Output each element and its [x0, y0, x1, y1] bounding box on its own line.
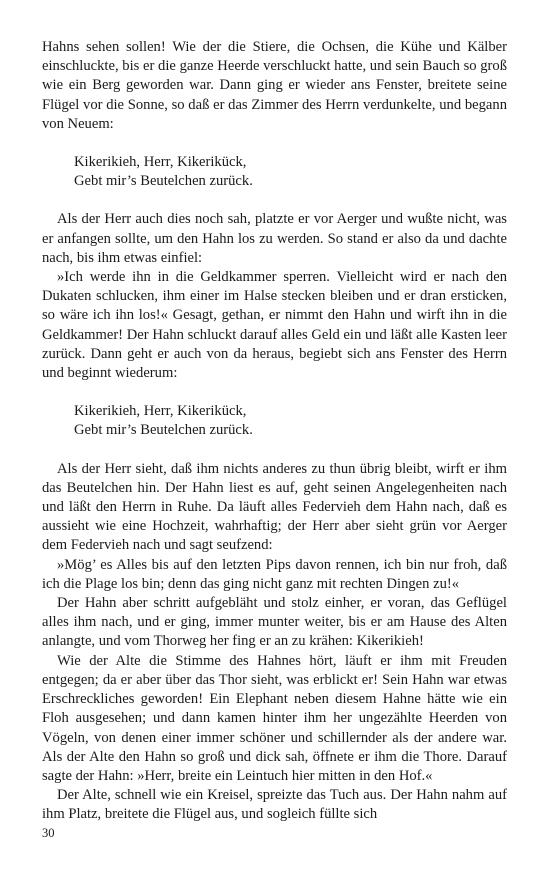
- paragraph: »Mög’ es Alles bis auf den letzten Pips davon rennen, ich bin nur froh, daß ich die Plage los bin; denn das ging nicht ganz mit rechten Dingen zu!«: [42, 556, 507, 592]
- verse-line: Kikerikieh, Herr, Kikerikück,: [74, 403, 247, 420]
- page-number: 30: [42, 826, 55, 840]
- paragraph: Als der Herr auch dies noch sah, platzte er vor Aerger und wußte nicht, was er anfangen sollte, um den Hahn los zu werden. So stand er also da und dachte nach, bis ihm etwas einfiel:: [42, 211, 507, 266]
- verse-block: [74, 402, 507, 440]
- paragraph: Als der Herr sieht, daß ihm nichts anderes zu thun übrig bleibt, wirft er ihm das Beutelchen hin. Der Hahn liest es auf, geht seinen Angelegenheiten nach und läßt den Herrn in Ruhe. Da läuft alles Federvieh dem Hahn nach, daß es aussieht wie eine Hochzeit, wahrhaftig; der Herr aber sieht grün vor Aerger dem Federvieh nach und sagt seufzend:: [42, 460, 507, 554]
- paragraph: Der Hahn aber schritt aufgebläht und stolz einher, er voran, das Geflügel alles ihm nach, und er ging, immer munter weiter, bis er am Hause des Alten anlangte, und vom Thorweg her fing er an zu krähen: Kikerikieh!: [42, 595, 507, 650]
- verse-line: Gebt mir’s Beutelchen zurück.: [74, 173, 253, 190]
- paragraph: Hahns sehen sollen! Wie der die Stiere, die Ochsen, die Kühe und Kälber einschluckte, bis er die ganze Heerde verschluckt hatte, und sein Bauch so groß wie ein Berg geworden war. Dann ging er wieder ans Fenster, breitete seine Flügel vor die Sonne, so daß er das Zimmer des Herrn verdunkelte, und begann von Neuem:: [42, 39, 507, 132]
- paragraph: Wie der Alte die Stimme des Hahnes hört, läuft er ihm mit Freuden entgegen; da er aber über das Thor sieht, was erblickt er! Sein Hahn war etwas Erschreckliches geworden! Ein Elephant neben diesem Hahne hätte wie ein Floh ausgesehen; und dann kamen hinter ihm her ungezählte Heerden von Vögeln, von denen einer immer schöner und schillernder als der andere war. Als der Alte den Hahn so groß und dick sah, öffnete er ihm die Thore. Darauf sagte der Hahn: »Herr, breite ein Leintuch hier mitten in den Hof.«: [42, 652, 507, 784]
- page-body: [42, 38, 507, 825]
- paragraph: »Ich werde ihn in die Geldkammer sperren. Vielleicht wird er nach den Dukaten schlucken, ihm einer im Halse stecken bleiben und er dran ersticken, so wäre ich ihn los!« Gesagt, gethan, er nimmt den Hahn und wirft ihn in die Geldkammer! Der Hahn schluckt darauf alles Geld ein und läßt alle Kasten leer zurück. Dann geht er auch von da heraus, begiebt sich ans Fenster des Herrn und beginnt wiederum:: [42, 269, 507, 382]
- paragraph: Der Alte, schnell wie ein Kreisel, spreizte das Tuch aus. Der Hahn nahm auf ihm Platz, breitete die Flügel aus, und sogleich füllte sich: [42, 787, 507, 823]
- verse-block: [74, 153, 507, 191]
- verse-line: Kikerikieh, Herr, Kikerikück,: [74, 154, 247, 171]
- verse-line: Gebt mir’s Beutelchen zurück.: [74, 422, 253, 439]
